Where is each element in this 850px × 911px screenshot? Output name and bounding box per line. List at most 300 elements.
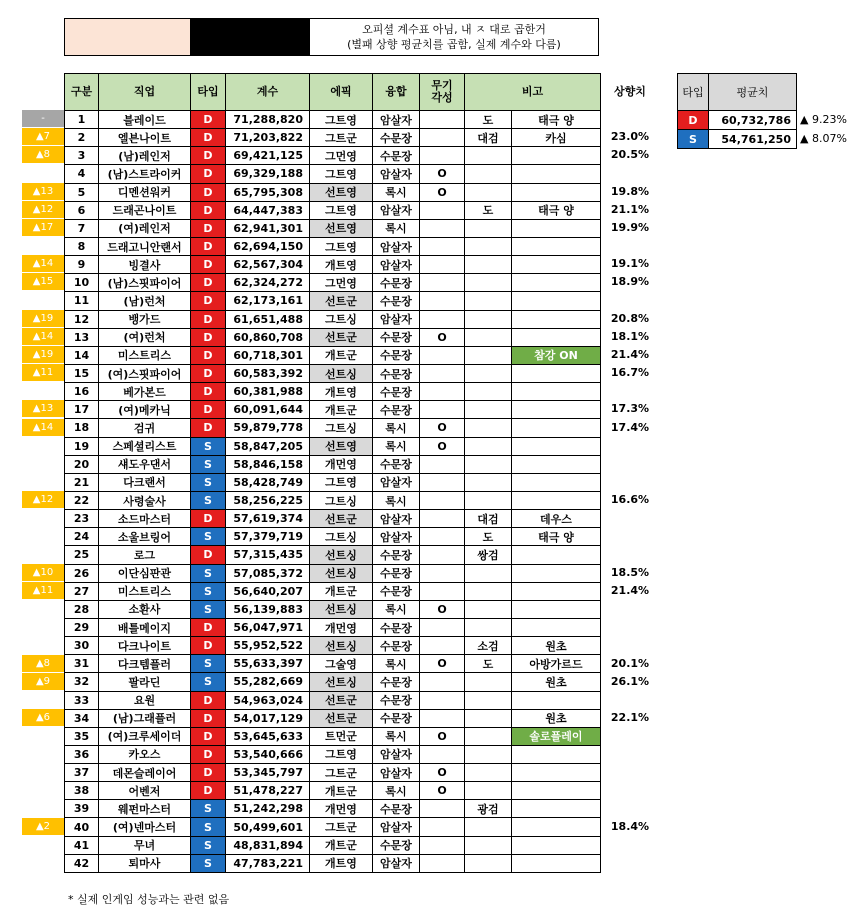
note-detail [512, 618, 601, 636]
note-detail: 솔로플레이 [512, 727, 601, 745]
job-type-badge: D [191, 346, 226, 364]
average-table [677, 73, 797, 149]
job-name: (여)메카닉 [99, 401, 191, 419]
col-weapon-header-line2: 각성 [431, 91, 453, 104]
epic-set: 선트영 [310, 219, 373, 237]
note-detail [512, 237, 601, 255]
job-type-badge: S [191, 854, 226, 872]
fusion-set: 수문장 [373, 691, 420, 709]
table-row [65, 111, 601, 129]
row-number: 8 [65, 237, 99, 255]
job-name: 빙결사 [99, 256, 191, 274]
table-row [65, 346, 601, 364]
fusion-set: 록시 [373, 655, 420, 673]
fusion-set: 수문장 [373, 673, 420, 691]
coefficient-value: 55,952,522 [226, 637, 310, 655]
epic-set: 선트싱 [310, 673, 373, 691]
average-header-row [678, 74, 797, 111]
weapon-awaken [420, 364, 465, 382]
job-type-badge: S [191, 818, 226, 836]
job-name: 베가본드 [99, 383, 191, 401]
note-detail [512, 401, 601, 419]
note-detail [512, 564, 601, 582]
table-row [65, 401, 601, 419]
rank-change-badge: ▲14 [22, 419, 64, 436]
weapon-awaken [420, 455, 465, 473]
job-type-badge: S [191, 800, 226, 818]
note-detail: 원초 [512, 709, 601, 727]
row-number: 21 [65, 473, 99, 491]
job-type-badge: D [191, 419, 226, 437]
average-value: 54,761,250 [709, 130, 797, 149]
coefficient-value: 53,345,797 [226, 764, 310, 782]
coefficient-value: 58,846,158 [226, 455, 310, 473]
fusion-set: 수문장 [373, 401, 420, 419]
job-name: (여)런처 [99, 328, 191, 346]
rank-change-badge: ▲11 [22, 582, 64, 599]
rank-change-badge: ▲12 [22, 201, 64, 218]
rank-change-badge: ▲14 [22, 255, 64, 272]
average-percent: ▲ 9.23% [800, 113, 847, 126]
epic-set: 선트군 [310, 328, 373, 346]
job-type-badge: D [191, 111, 226, 129]
note-weapon [465, 491, 512, 509]
row-number: 42 [65, 854, 99, 872]
note-weapon [465, 709, 512, 727]
header-pink-block [64, 18, 191, 56]
weapon-awaken: O [420, 782, 465, 800]
col-rank-header: 구분 [65, 74, 99, 111]
fusion-set: 암살자 [373, 818, 420, 836]
fusion-set: 록시 [373, 183, 420, 201]
epic-set: 그트싱 [310, 419, 373, 437]
average-type-badge: S [678, 130, 709, 149]
note-weapon [465, 673, 512, 691]
job-type-badge: D [191, 764, 226, 782]
job-name: (남)레인저 [99, 147, 191, 165]
col-score-header: 계수 [226, 74, 310, 111]
job-type-badge: D [191, 637, 226, 655]
fusion-set: 암살자 [373, 165, 420, 183]
table-row [65, 854, 601, 872]
fusion-set: 수문장 [373, 709, 420, 727]
weapon-awaken: O [420, 328, 465, 346]
job-name: (여)스핏파이어 [99, 364, 191, 382]
coefficient-value: 53,540,666 [226, 745, 310, 763]
weapon-awaken [420, 491, 465, 509]
increase-value: 21.4% [610, 347, 650, 361]
fusion-set: 수문장 [373, 129, 420, 147]
table-row [65, 455, 601, 473]
fusion-set: 수문장 [373, 364, 420, 382]
fusion-set: 수문장 [373, 147, 420, 165]
job-type-badge: D [191, 274, 226, 292]
epic-set: 선트싱 [310, 600, 373, 618]
note-detail: 태극 양 [512, 201, 601, 219]
epic-set: 트먼군 [310, 727, 373, 745]
note-detail [512, 455, 601, 473]
note-weapon: 도 [465, 528, 512, 546]
note-detail [512, 491, 601, 509]
weapon-awaken: O [420, 165, 465, 183]
weapon-awaken [420, 147, 465, 165]
row-number: 36 [65, 745, 99, 763]
fusion-set: 암살자 [373, 764, 420, 782]
increase-value: 22.1% [610, 710, 650, 724]
weapon-awaken [420, 201, 465, 219]
table-row [65, 473, 601, 491]
row-number: 19 [65, 437, 99, 455]
note-weapon [465, 782, 512, 800]
row-number: 4 [65, 165, 99, 183]
weapon-awaken [420, 564, 465, 582]
table-row [65, 510, 601, 528]
job-name: 뱅가드 [99, 310, 191, 328]
job-type-badge: S [191, 491, 226, 509]
job-name: 퇴마사 [99, 854, 191, 872]
row-number: 40 [65, 818, 99, 836]
job-name: 어벤저 [99, 782, 191, 800]
coefficient-value: 62,324,272 [226, 274, 310, 292]
fusion-set: 암살자 [373, 310, 420, 328]
col-weapon-header [420, 74, 465, 111]
table-row [65, 310, 601, 328]
epic-set: 개트영 [310, 256, 373, 274]
weapon-awaken [420, 237, 465, 255]
fusion-set: 록시 [373, 419, 420, 437]
table-row [65, 564, 601, 582]
coefficient-value: 62,941,301 [226, 219, 310, 237]
job-name: 드래곤나이트 [99, 201, 191, 219]
epic-set: 선트군 [310, 691, 373, 709]
epic-set: 선트싱 [310, 364, 373, 382]
note-weapon [465, 292, 512, 310]
epic-set: 그트싱 [310, 528, 373, 546]
job-type-badge: D [191, 745, 226, 763]
rank-change-badge: ▲8 [22, 655, 64, 672]
note-weapon: 도 [465, 655, 512, 673]
job-name: 다크랜서 [99, 473, 191, 491]
note-detail: 태극 양 [512, 111, 601, 129]
job-name: (남)그래플러 [99, 709, 191, 727]
note-weapon [465, 237, 512, 255]
row-number: 32 [65, 673, 99, 691]
table-row [65, 673, 601, 691]
table-header-row [65, 74, 601, 111]
note-detail: 참강 ON [512, 346, 601, 364]
weapon-awaken: O [420, 183, 465, 201]
note-detail [512, 473, 601, 491]
header-black-block [191, 18, 309, 56]
table-row [65, 328, 601, 346]
coefficient-value: 62,567,304 [226, 256, 310, 274]
fusion-set: 수문장 [373, 800, 420, 818]
weapon-awaken [420, 510, 465, 528]
job-name: 소환사 [99, 600, 191, 618]
note-weapon [465, 346, 512, 364]
col-epic-header: 에픽 [310, 74, 373, 111]
col-weapon-header-line1: 무기 [431, 79, 453, 92]
weapon-awaken [420, 528, 465, 546]
job-type-badge: D [191, 310, 226, 328]
note-weapon [465, 401, 512, 419]
increase-value: 17.4% [610, 420, 650, 434]
note-weapon [465, 691, 512, 709]
job-name: 무녀 [99, 836, 191, 854]
epic-set: 선트영 [310, 437, 373, 455]
coefficient-value: 51,242,298 [226, 800, 310, 818]
job-name: (남)스트라이커 [99, 165, 191, 183]
note-detail [512, 745, 601, 763]
coefficient-value: 56,139,883 [226, 600, 310, 618]
job-name: 이단심판관 [99, 564, 191, 582]
epic-set: 선트군 [310, 510, 373, 528]
coefficient-value: 50,499,601 [226, 818, 310, 836]
table-row [65, 691, 601, 709]
fusion-set: 암살자 [373, 111, 420, 129]
coefficient-value: 58,256,225 [226, 491, 310, 509]
epic-set: 그트영 [310, 237, 373, 255]
table-row [65, 165, 601, 183]
coefficient-value: 71,203,822 [226, 129, 310, 147]
table-row [65, 256, 601, 274]
fusion-set: 록시 [373, 491, 420, 509]
fusion-set: 수문장 [373, 328, 420, 346]
note-detail [512, 437, 601, 455]
table-row [65, 818, 601, 836]
job-name: 스페셜리스트 [99, 437, 191, 455]
job-type-badge: D [191, 510, 226, 528]
row-number: 12 [65, 310, 99, 328]
header-note-line2: (별패 상향 평균치를 곱함, 실제 계수와 다름) [347, 38, 561, 51]
epic-set: 그트싱 [310, 310, 373, 328]
coefficient-value: 61,651,488 [226, 310, 310, 328]
epic-set: 개먼영 [310, 455, 373, 473]
increase-value: 20.1% [610, 656, 650, 670]
weapon-awaken [420, 691, 465, 709]
coefficient-value: 64,447,383 [226, 201, 310, 219]
weapon-awaken [420, 256, 465, 274]
table-row [65, 237, 601, 255]
job-coefficient-table [64, 73, 601, 873]
weapon-awaken [420, 346, 465, 364]
weapon-awaken [420, 219, 465, 237]
note-detail: 아방가르드 [512, 655, 601, 673]
increase-value: 20.8% [610, 311, 650, 325]
note-weapon [465, 147, 512, 165]
row-number: 9 [65, 256, 99, 274]
row-number: 37 [65, 764, 99, 782]
rank-change-badge: ▲12 [22, 491, 64, 508]
row-number: 34 [65, 709, 99, 727]
weapon-awaken [420, 836, 465, 854]
fusion-set: 암살자 [373, 854, 420, 872]
job-type-badge: D [191, 691, 226, 709]
rank-change-badge: ▲14 [22, 328, 64, 345]
footnote: * 실제 인게임 성능과는 관련 없음 [68, 893, 230, 906]
table-row [65, 782, 601, 800]
fusion-set: 암살자 [373, 237, 420, 255]
rank-change-badge: ▲13 [22, 400, 64, 417]
note-detail [512, 836, 601, 854]
note-weapon [465, 764, 512, 782]
weapon-awaken [420, 401, 465, 419]
row-number: 28 [65, 600, 99, 618]
rank-change-badge: ▲11 [22, 364, 64, 381]
weapon-awaken [420, 745, 465, 763]
job-name: 다크템플러 [99, 655, 191, 673]
table-row [65, 292, 601, 310]
note-weapon [465, 618, 512, 636]
job-type-badge: S [191, 473, 226, 491]
weapon-awaken: O [420, 419, 465, 437]
row-number: 27 [65, 582, 99, 600]
note-weapon [465, 564, 512, 582]
rank-change-badge: ▲10 [22, 564, 64, 581]
job-type-badge: S [191, 673, 226, 691]
job-name: 데몬슬레이어 [99, 764, 191, 782]
increase-value: 18.4% [610, 819, 650, 833]
epic-set: 그먼영 [310, 147, 373, 165]
weapon-awaken [420, 800, 465, 818]
job-type-badge: S [191, 528, 226, 546]
epic-set: 그트영 [310, 201, 373, 219]
coefficient-value: 60,718,301 [226, 346, 310, 364]
coefficient-value: 62,173,161 [226, 292, 310, 310]
note-detail [512, 256, 601, 274]
epic-set: 개트군 [310, 782, 373, 800]
coefficient-value: 69,421,125 [226, 147, 310, 165]
table-row [65, 129, 601, 147]
weapon-awaken [420, 637, 465, 655]
rank-change-badge: ▲19 [22, 310, 64, 327]
note-detail [512, 165, 601, 183]
note-weapon [465, 364, 512, 382]
table-row [65, 709, 601, 727]
job-name: (여)넨마스터 [99, 818, 191, 836]
row-number: 7 [65, 219, 99, 237]
weapon-awaken [420, 673, 465, 691]
rank-change-badge: ▲7 [22, 128, 64, 145]
rank-change-badge: ▲2 [22, 818, 64, 835]
table-row [65, 764, 601, 782]
col-job-header: 직업 [99, 74, 191, 111]
job-name: 블레이드 [99, 111, 191, 129]
fusion-set: 수문장 [373, 274, 420, 292]
note-detail [512, 691, 601, 709]
table-row [65, 201, 601, 219]
table-row [65, 600, 601, 618]
fusion-set: 수문장 [373, 618, 420, 636]
job-type-badge: D [191, 147, 226, 165]
coefficient-value: 69,329,188 [226, 165, 310, 183]
job-type-badge: D [191, 256, 226, 274]
increase-value: 18.1% [610, 329, 650, 343]
coefficient-value: 57,379,719 [226, 528, 310, 546]
coefficient-value: 60,583,392 [226, 364, 310, 382]
note-weapon [465, 419, 512, 437]
job-name: (여)레인저 [99, 219, 191, 237]
increase-value: 17.3% [610, 402, 650, 416]
note-detail: 데우스 [512, 510, 601, 528]
job-type-badge: D [191, 237, 226, 255]
coefficient-value: 55,282,669 [226, 673, 310, 691]
epic-set: 개트군 [310, 346, 373, 364]
row-number: 3 [65, 147, 99, 165]
coefficient-value: 71,288,820 [226, 111, 310, 129]
increase-value: 19.9% [610, 220, 650, 234]
note-detail [512, 818, 601, 836]
job-name: 소울브링어 [99, 528, 191, 546]
table-row [65, 491, 601, 509]
row-number: 30 [65, 637, 99, 655]
increase-value: 23.0% [610, 130, 650, 144]
header-note [309, 18, 599, 56]
increase-value: 21.4% [610, 583, 650, 597]
weapon-awaken [420, 818, 465, 836]
table-row [65, 147, 601, 165]
weapon-awaken [420, 292, 465, 310]
job-name: 엘븐나이트 [99, 129, 191, 147]
average-percent: ▲ 8.07% [800, 132, 847, 145]
weapon-awaken [420, 618, 465, 636]
note-detail [512, 310, 601, 328]
row-number: 10 [65, 274, 99, 292]
average-body [678, 111, 797, 149]
rank-change-badge: ▲15 [22, 273, 64, 290]
coefficient-value: 56,640,207 [226, 582, 310, 600]
increase-value: 26.1% [610, 674, 650, 688]
row-number: 6 [65, 201, 99, 219]
weapon-awaken [420, 274, 465, 292]
weapon-awaken [420, 854, 465, 872]
job-name: 디멘션워커 [99, 183, 191, 201]
fusion-set: 록시 [373, 600, 420, 618]
row-number: 14 [65, 346, 99, 364]
epic-set: 개트군 [310, 582, 373, 600]
table-row [65, 836, 601, 854]
note-weapon: 도 [465, 111, 512, 129]
table-row [65, 274, 601, 292]
job-name: (남)런처 [99, 292, 191, 310]
job-name: 미스트리스 [99, 346, 191, 364]
table-row [65, 437, 601, 455]
coefficient-value: 54,963,024 [226, 691, 310, 709]
job-name: 섀도우댄서 [99, 455, 191, 473]
job-type-badge: S [191, 564, 226, 582]
average-value-header: 평균치 [709, 74, 797, 111]
job-name: 사령술사 [99, 491, 191, 509]
note-weapon [465, 256, 512, 274]
job-type-badge: D [191, 165, 226, 183]
epic-set: 그술영 [310, 655, 373, 673]
note-weapon [465, 727, 512, 745]
note-detail [512, 364, 601, 382]
job-name: 요원 [99, 691, 191, 709]
col-fusion-header: 융합 [373, 74, 420, 111]
job-type-badge: S [191, 836, 226, 854]
rank-change-badge: ▲6 [22, 709, 64, 726]
job-type-badge: D [191, 727, 226, 745]
coefficient-value: 58,847,205 [226, 437, 310, 455]
col-note-header: 비고 [465, 74, 601, 111]
fusion-set: 수문장 [373, 637, 420, 655]
epic-set: 개트군 [310, 836, 373, 854]
job-type-badge: D [191, 709, 226, 727]
fusion-set: 록시 [373, 782, 420, 800]
job-type-badge: D [191, 292, 226, 310]
job-type-badge: D [191, 383, 226, 401]
